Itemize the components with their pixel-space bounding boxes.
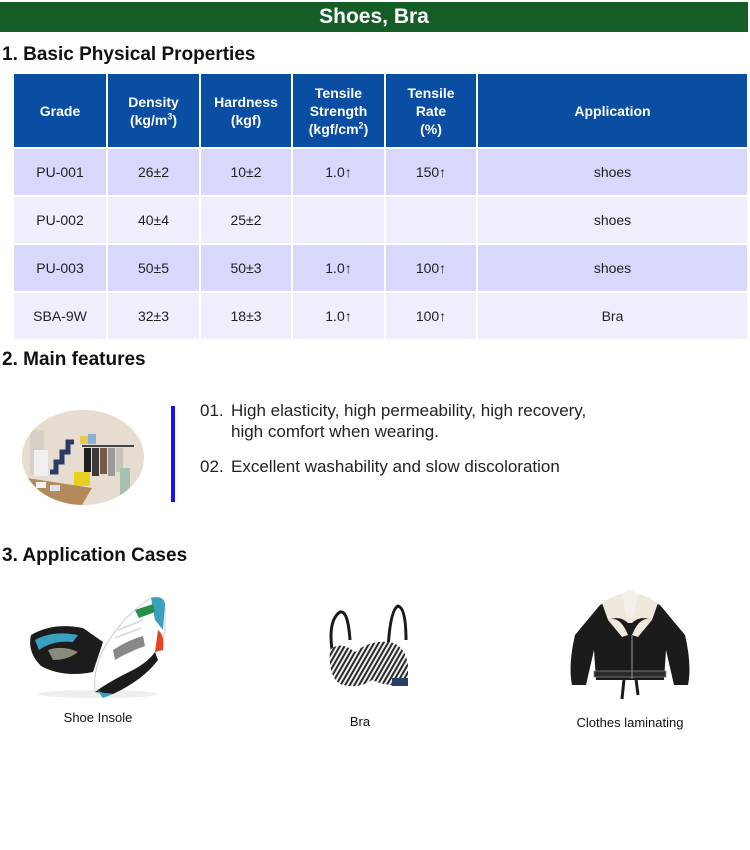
cell-tensile-strength: 1.0↑ — [292, 244, 385, 292]
table-row — [14, 196, 747, 244]
table-row — [14, 244, 747, 292]
feature-number: 02. — [200, 457, 224, 476]
cell-tensile-rate — [385, 196, 477, 244]
bra-image — [310, 600, 410, 700]
header-text: Strength — [309, 102, 368, 119]
cell-hardness: 25±2 — [200, 196, 292, 244]
cell-density: 40±4 — [107, 196, 200, 244]
features-list — [200, 400, 586, 491]
case-bra — [300, 600, 420, 729]
sneaker-image — [23, 590, 173, 700]
sneaker-icon — [23, 590, 173, 700]
header-text: Grade — [39, 102, 81, 119]
header-grade — [14, 74, 107, 148]
header-text: (kgf/cm — [308, 120, 359, 137]
header-text: Density — [128, 93, 179, 110]
cell-grade: SBA-9W — [14, 292, 107, 339]
cell-tensile-strength — [292, 196, 385, 244]
cell-grade: PU-001 — [14, 148, 107, 196]
section-title-cases: 3. Application Cases — [2, 545, 188, 566]
leather-jacket-image — [560, 575, 700, 705]
accent-divider — [171, 406, 175, 502]
case-caption: Clothes laminating — [576, 715, 684, 730]
cell-hardness: 18±3 — [200, 292, 292, 339]
cell-density: 26±2 — [107, 148, 200, 196]
header-text: Tensile — [314, 84, 363, 101]
header-application — [477, 74, 747, 148]
properties-table — [14, 74, 747, 339]
table-row — [14, 292, 747, 339]
header-tensile-rate — [385, 74, 477, 148]
cell-application: shoes — [477, 244, 747, 292]
header-text: ) — [172, 111, 178, 128]
feature-line: High elasticity, high permeability, high recovery, — [231, 401, 587, 420]
header-hardness — [200, 74, 292, 148]
table-header-row — [14, 74, 747, 148]
case-clothes-laminating — [555, 575, 705, 730]
header-text: ) — [363, 120, 369, 137]
case-caption: Shoe Insole — [63, 710, 133, 725]
feature-text — [231, 400, 586, 442]
section-title-properties: 1. Basic Physical Properties — [2, 44, 256, 65]
cell-application: shoes — [477, 148, 747, 196]
table-row — [14, 148, 747, 196]
feature-item — [200, 400, 586, 442]
cell-tensile-rate: 100↑ — [385, 292, 477, 339]
cell-density: 32±3 — [107, 292, 200, 339]
cell-application: Bra — [477, 292, 747, 339]
cell-tensile-rate: 150↑ — [385, 148, 477, 196]
header-text: (%) — [420, 120, 442, 137]
header-text: (kg/m — [129, 111, 168, 128]
header-sup: 2 — [358, 119, 364, 130]
clothing-store-image — [22, 410, 144, 505]
case-shoe-insole — [18, 590, 178, 725]
header-tensile-strength — [292, 74, 385, 148]
store-illustration-icon — [22, 410, 144, 505]
cell-tensile-strength: 1.0↑ — [292, 292, 385, 339]
cell-hardness: 10±2 — [200, 148, 292, 196]
header-text: Application — [574, 102, 651, 119]
header-text: Rate — [415, 102, 447, 119]
feature-item — [200, 456, 586, 477]
cell-tensile-strength: 1.0↑ — [292, 148, 385, 196]
leather-jacket-icon — [560, 575, 700, 705]
cell-hardness: 50±3 — [200, 244, 292, 292]
feature-number: 01. — [200, 401, 224, 420]
cell-density: 50±5 — [107, 244, 200, 292]
cell-grade: PU-002 — [14, 196, 107, 244]
header-density — [107, 74, 200, 148]
feature-line: high comfort when wearing. — [231, 422, 439, 441]
header-sup: 3 — [167, 110, 173, 121]
cell-tensile-rate: 100↑ — [385, 244, 477, 292]
header-text: Hardness — [214, 93, 278, 110]
case-caption: Bra — [349, 714, 371, 729]
cell-application: shoes — [477, 196, 747, 244]
feature-text: Excellent washability and slow discoloration — [231, 457, 560, 476]
header-text: Tensile — [407, 84, 455, 101]
header-text: (kgf) — [230, 111, 262, 128]
bra-icon — [310, 600, 410, 700]
page-banner: Shoes, Bra — [0, 2, 748, 32]
cell-grade: PU-003 — [14, 244, 107, 292]
section-title-features: 2. Main features — [2, 349, 146, 370]
